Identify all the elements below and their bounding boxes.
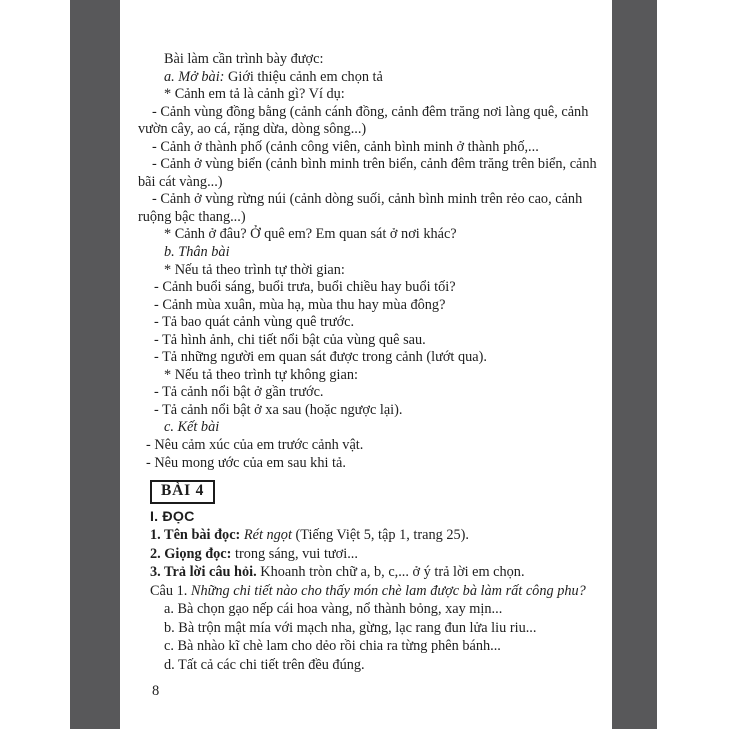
text-segment: - Cảnh ở thành phố (cảnh công viên, cảnh bình minh ở thành phố,... [152, 138, 539, 155]
text-segment: trong sáng, vui tươi... [235, 545, 358, 562]
text-segment: Câu 1. [150, 582, 191, 599]
text-line [138, 384, 608, 402]
text-line [138, 297, 608, 315]
text-segment: c. Kết bài [164, 419, 220, 436]
text-line [138, 314, 608, 332]
text-line [138, 226, 608, 244]
text-segment: - Tả cảnh nổi bật ở xa sau (hoặc ngược lại). [154, 401, 403, 418]
text-segment: ruộng bậc thang...) [138, 208, 246, 225]
text-segment: vườn cây, ao cá, rặng dừa, dòng sông...) [138, 121, 367, 138]
text-line [138, 455, 608, 473]
left-scan-border [70, 0, 120, 729]
text-segment: BÀI 4 [150, 480, 215, 504]
page-number: 8 [152, 683, 160, 699]
text-line [138, 209, 608, 227]
text-segment: 3. Trả lời câu hỏi. [150, 564, 261, 580]
text-line [138, 402, 608, 420]
text-segment: d. Tất cả các chi tiết trên đều đúng. [164, 656, 365, 673]
text-line [138, 419, 608, 437]
text-segment: 1. Tên bài đọc: [150, 527, 244, 543]
answer-option [138, 600, 608, 619]
text-segment: Khoanh tròn chữ a, b, c,... ở ý trả lời em chọn. [260, 564, 525, 580]
text-line [138, 156, 608, 174]
text-line [138, 104, 608, 122]
text-segment: - Cảnh vùng đồng bằng (cảnh cánh đồng, cảnh đêm trăng nơi làng quê, cảnh [152, 103, 589, 120]
text-segment: - Tả bao quát cảnh vùng quê trước. [154, 314, 355, 331]
text-segment: - Cảnh ở vùng biển (cảnh bình minh trên biển, cảnh đêm trăng trên biển, cảnh [152, 156, 597, 173]
essay-outline-section [138, 51, 608, 472]
section-heading [138, 508, 608, 527]
text-segment: 2. Giọng đọc: [150, 545, 235, 562]
text-line [138, 545, 608, 564]
text-segment: I. ĐỌC [150, 508, 195, 525]
text-line [138, 279, 608, 297]
text-segment: bãi cát vàng...) [138, 173, 223, 190]
text-line [138, 332, 608, 350]
lesson-4-section [138, 479, 608, 674]
text-line [138, 139, 608, 157]
answer-option [138, 656, 608, 675]
text-line [138, 367, 608, 385]
right-scan-border [612, 0, 657, 729]
text-segment: - Cảnh buổi sáng, buổi trưa, buổi chiều hay buổi tối? [154, 279, 456, 296]
text-segment: - Nêu cảm xúc của em trước cảnh vật. [146, 437, 364, 454]
text-segment: - Tả hình ảnh, chi tiết nổi bật của vùng quê sau. [154, 331, 426, 348]
text-line [138, 244, 608, 262]
text-line [138, 349, 608, 367]
text-line [138, 69, 608, 87]
text-line [138, 437, 608, 455]
lesson-title-box [138, 479, 608, 508]
text-line [138, 86, 608, 104]
text-line [138, 121, 608, 139]
text-segment: (Tiếng Việt 5, tập 1, trang 25). [291, 527, 469, 543]
text-segment: - Nêu mong ước của em sau khi tả. [146, 454, 346, 471]
text-segment: a. Bà chọn gạo nếp cái hoa vàng, nổ thành bỏng, xay mịn... [164, 601, 503, 617]
text-segment: Bài làm cần trình bày được: [164, 51, 324, 67]
text-segment: * Cảnh em tả là cảnh gì? Ví dụ: [164, 86, 345, 103]
text-segment: - Cảnh ở vùng rừng núi (cảnh dòng suối, cảnh bình minh trên rẻo cao, cảnh [152, 191, 583, 208]
answer-option [138, 637, 608, 656]
text-segment: b. Thân bài [164, 244, 230, 261]
text-segment: - Cảnh mùa xuân, mùa hạ, mùa thu hay mùa đông? [154, 296, 446, 313]
text-segment: Giới thiệu cảnh em chọn tả [224, 68, 383, 85]
text-segment: - Tả những người em quan sát được trong cảnh (lướt qua). [154, 349, 487, 366]
text-segment: * Nếu tả theo trình tự không gian: [164, 366, 358, 383]
text-line [138, 51, 608, 69]
question-line [138, 582, 608, 601]
text-segment: * Nếu tả theo trình tự thời gian: [164, 261, 345, 278]
text-segment: - Tả cảnh nổi bật ở gần trước. [154, 384, 324, 401]
text-line [138, 563, 608, 582]
text-segment: Những chi tiết nào cho thấy món chè lam được bà làm rất công phu? [190, 582, 586, 599]
text-line [138, 174, 608, 192]
text-line [138, 526, 608, 545]
text-line [138, 262, 608, 280]
text-segment: a. Mở bài: [164, 68, 225, 85]
text-segment: b. Bà trộn mật mía với mạch nha, gừng, lạc rang đun lửa liu riu... [164, 619, 537, 636]
text-line [138, 191, 608, 209]
text-segment: c. Bà nhào kĩ chè lam cho dẻo rồi chia ra từng phên bánh... [164, 638, 501, 654]
text-segment: * Cảnh ở đâu? Ở quê em? Em quan sát ở nơi khác? [164, 226, 457, 243]
answer-option [138, 619, 608, 638]
text-segment: Rét ngọt [243, 527, 292, 543]
